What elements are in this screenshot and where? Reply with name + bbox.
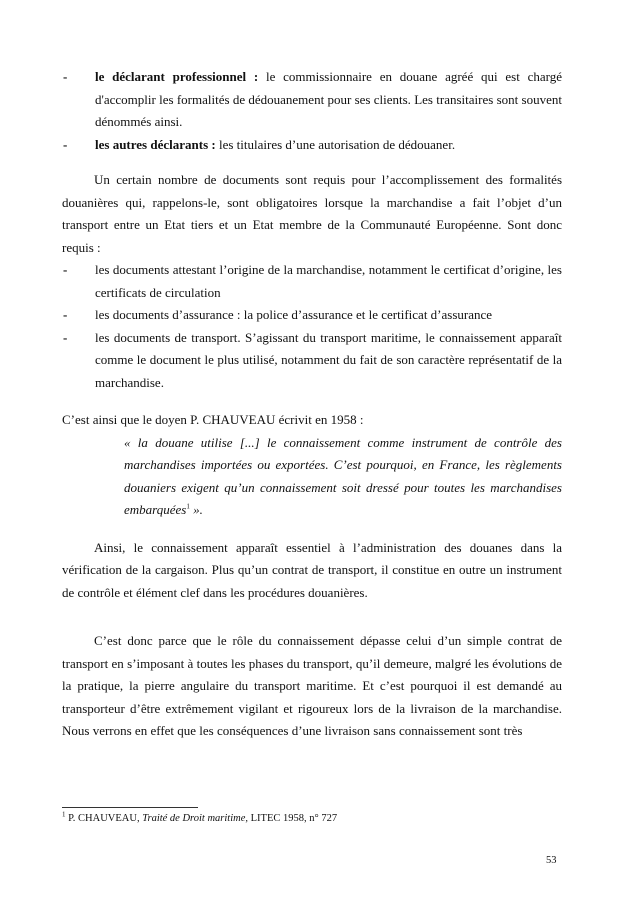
list-item-autres-declarants [62, 134, 562, 157]
term-autres-declarants: les autres déclarants : [95, 136, 216, 152]
footnote-title: Traité de Droit maritime, [142, 813, 248, 824]
list-dash: - [63, 307, 68, 322]
list-item-text: les documents d’assurance : la police d’assurance et le certificat d’assurance [95, 307, 493, 322]
list-item-text: les documents attestant l’origine de la marchandise, notamment le certificat d’origine, les certificats de circulation [95, 262, 562, 300]
page-body [62, 66, 562, 743]
list-item-declarant-professionnel [62, 66, 562, 134]
footnote-publication: LITEC 1958, n° 727 [248, 813, 338, 824]
list-dash: - [63, 69, 68, 84]
paragraph-connaissement-essentiel: Ainsi, le connaissement apparaît essentiel à l’administration des douanes dans la vérification de la cargaison. Plus qu’un contrat de transport, il constitue en outre un instrument de contrôle et élément clef dans les procédures douanières. [62, 539, 562, 600]
footnote-reference: 1 [186, 502, 190, 511]
block-quote [62, 432, 562, 522]
footnote-author: P. CHAUVEAU, [65, 813, 143, 824]
list-item-text: les documents de transport. S’agissant du transport maritime, le connaissement apparaît comme le document le plus utilisé, notamment du fait de son caractère représentatif de la marchandise. [95, 329, 562, 390]
list-item-documents-origine [62, 259, 562, 304]
footnote-separator [62, 807, 198, 808]
list-dash: - [63, 136, 68, 152]
list-item-documents-transport [62, 327, 562, 395]
footnote [62, 812, 337, 826]
list-dash: - [63, 329, 68, 345]
list-item-documents-assurance [62, 304, 562, 327]
quote-end: ». [189, 502, 203, 517]
page-number: 53 [546, 855, 557, 866]
definition-declarant-professionnel: le commissionnaire en douane agréé qui est chargé d'accomplir les formalités de dédouanement pour ses clients. Les transitaires sont souvent dénommés ainsi. [95, 69, 562, 129]
definition-autres-declarants: les titulaires d’une autorisation de dédouaner. [215, 136, 456, 152]
quote-intro: C’est ainsi que le doyen P. CHAUVEAU écrivit en 1958 : [62, 412, 364, 427]
footnote-number: 1 [62, 810, 66, 819]
paragraph-role-connaissement: C’est donc parce que le rôle du connaissement dépasse celui d’un simple contrat de transport en s’imposant à toutes les phases du transport, qu’il demeure, malgré les évolutions de la pratique, la pierre angulaire du transport maritime. Et c’est pourquoi il est demandé au transporteur d’être extrêmement vigilant et rigoureux lors de la livraison de la marchandise. Nous verrons en effet que les conséquences d’une livraison sans connaissement sont très [62, 633, 562, 738]
paragraph-documents-requis: Un certain nombre de documents sont requis pour l’accomplissement des formalités douanières qui, rappelons-le, sont obligatoires lorsque la marchandise a fait l’objet d’un transport entre un Etat tiers et un Etat membre de la Communauté Européenne. Sont donc requis : [62, 172, 562, 255]
term-declarant-professionnel: le déclarant professionnel : [95, 69, 259, 84]
quote-text: « la douane utilise [...] le connaissement comme instrument de contrôle des marchandises importées ou exportées. C’est pourquoi, en France, les règlements douaniers exigent qu’un connaissement soit dressé pour toutes les marchandises embarquées [124, 434, 562, 517]
list-dash: - [63, 262, 68, 277]
